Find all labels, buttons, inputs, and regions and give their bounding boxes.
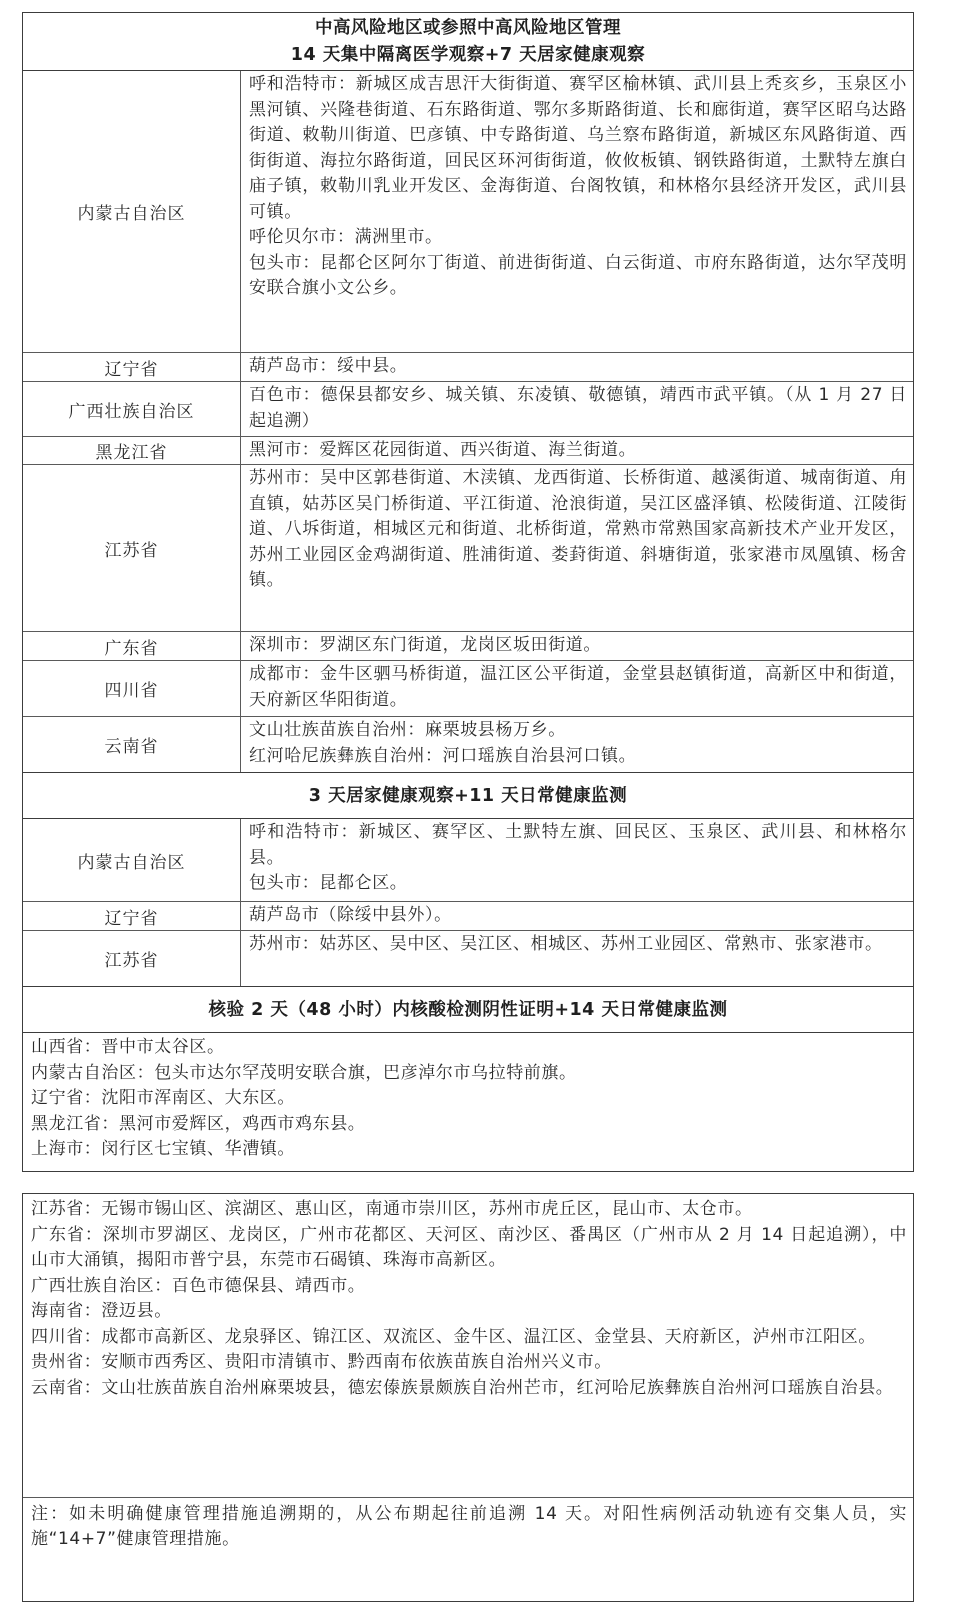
region-cell: [241, 717, 913, 772]
region-line: 深圳市：罗湖区东门街道，龙岗区坂田街道。: [249, 635, 601, 655]
footnote: 注：如未明确健康管理措施追溯期的，从公布期起往前追溯 14 天。对阳性病例活动轨迹有交集人员，实施“14+7”健康管理措施。: [31, 1504, 907, 1549]
list-item: 贵州省：安顺市西秀区、贵阳市清镇市、黔西南布依族苗族自治州兴义市。: [31, 1352, 612, 1372]
region-line: 文山壮族苗族自治州：麻栗坡县杨万乡。: [249, 720, 566, 740]
table-row: [23, 717, 913, 773]
section3-list-part1: [23, 1033, 913, 1163]
province-cell: 辽宁省: [23, 902, 241, 930]
table-row: [23, 661, 913, 717]
region-cell: [241, 661, 913, 716]
list-item: 内蒙古自治区：包头市达尔罕茂明安联合旗，巴彦淖尔市乌拉特前旗。: [31, 1062, 577, 1083]
table-page-2: [22, 1193, 914, 1602]
list-item: 云南省：文山壮族苗族自治州麻栗坡县，德宏傣族景颇族自治州芒市，红河哈尼族彝族自治州河口瑶族自治县。: [31, 1377, 894, 1398]
province-cell: 黑龙江省: [23, 437, 241, 464]
province-cell: 广东省: [23, 632, 241, 660]
list-item: 黑龙江省：黑河市爱辉区，鸡西市鸡东县。: [31, 1113, 366, 1134]
table-row: [23, 819, 913, 902]
region-cell: [241, 931, 913, 986]
table-row: [23, 71, 913, 353]
section3-list-part2: [23, 1194, 913, 1498]
region-cell: [241, 902, 913, 930]
region-line: 苏州市：姑苏区、吴中区、吴江区、相城区、苏州工业园区、常熟市、张家港市。: [249, 934, 883, 954]
table-row: [23, 902, 913, 931]
region-line: 包头市：昆都仑区。: [249, 873, 408, 893]
list-item: 广西壮族自治区：百色市德保县、靖西市。: [31, 1275, 366, 1296]
region-cell: [241, 71, 913, 352]
table-row: [23, 382, 913, 437]
section3-heading: 核验 2 天（48 小时）内核酸检测阴性证明+14 天日常健康监测: [23, 987, 913, 1033]
table-page-1: [22, 12, 914, 1172]
list-item: 广东省：深圳市罗湖区、龙岗区，广州市花都区、天河区、南沙区、番禺区（广州市从 2 月 14 日起追溯），中山市大涌镇，揭阳市普宁县，东莞市石碣镇、珠海市高新区。: [31, 1224, 907, 1270]
region-cell: [241, 819, 913, 901]
region-line: 苏州市：吴中区郭巷街道、木渎镇、龙西街道、长桥街道、越溪街道、城南街道、甪直镇，姑苏区吴门桥街道、平江街道、沧浪街道，吴江区盛泽镇、松陵街道、江陵街道、八坼街道，相城区元和街道、北桥街道，常熟市常熟国家高新技术产业开发区，苏州工业园区金鸡湖街道、胜浦街道、娄葑街道、斜塘街道，张家港市凤凰镇、杨舍镇。: [249, 468, 907, 590]
region-line: 呼和浩特市：新城区成吉思汗大街街道、赛罕区榆林镇、武川县上秃亥乡，玉泉区小黑河镇、兴隆巷街道、石东路街道、鄂尔多斯路街道、长和廊街道，赛罕区昭乌达路街道、敕勒川街道、巴彦镇、中专路街道、乌兰察布路街道，新城区东风路街道、西街街道、海拉尔路街道，回民区环河街街道，攸攸板镇、钢铁路街道，土默特左旗白庙子镇，敕勒川乳业开发区、金海街道、台阁牧镇，和林格尔县经济开发区，武川县可镇。: [249, 74, 907, 222]
table-row: [23, 465, 913, 632]
table-row: [23, 437, 913, 465]
province-cell: 江苏省: [23, 465, 241, 631]
region-cell: [241, 437, 913, 464]
province-cell: 四川省: [23, 661, 241, 716]
region-cell: [241, 632, 913, 660]
province-cell: 内蒙古自治区: [23, 819, 241, 901]
province-cell: 江苏省: [23, 931, 241, 986]
section1-title-line1: 中高风险地区或参照中高风险地区管理: [315, 18, 621, 38]
region-line: 成都市：金牛区驷马桥街道，温江区公平街道，金堂县赵镇街道，高新区中和街道，天府新区华阳街道。: [249, 664, 907, 710]
region-line: 黑河市：爱辉区花园街道、西兴街道、海兰街道。: [249, 440, 637, 460]
list-item: 辽宁省：沈阳市浑南区、大东区。: [31, 1088, 295, 1108]
region-cell: [241, 353, 913, 381]
list-item: 四川省：成都市高新区、龙泉驿区、锦江区、双流区、金牛区、温江区、金堂县、天府新区，泸州市江阳区。: [31, 1326, 876, 1347]
list-item: 江苏省：无锡市锡山区、滨湖区、惠山区，南通市崇川区，苏州市虎丘区，昆山市、太仓市。: [31, 1199, 753, 1219]
province-cell: 内蒙古自治区: [23, 71, 241, 352]
province-cell: 广西壮族自治区: [23, 382, 241, 436]
province-cell: 辽宁省: [23, 353, 241, 381]
section2-heading: 3 天居家健康观察+11 天日常健康监测: [23, 773, 913, 819]
section1-heading: [23, 13, 913, 71]
province-cell: 云南省: [23, 717, 241, 772]
region-line: 葫芦岛市（除绥中县外）。: [249, 905, 452, 925]
list-item: 山西省：晋中市太谷区。: [31, 1037, 225, 1057]
table-row: [23, 632, 913, 661]
region-line: 呼和浩特市：新城区、赛罕区、土默特左旗、回民区、玉泉区、武川县、和林格尔县。: [249, 822, 907, 868]
table-row: [23, 353, 913, 382]
region-line: 呼伦贝尔市：满洲里市。: [249, 227, 443, 247]
table-row: [23, 931, 913, 987]
region-line: 百色市：德保县都安乡、城关镇、东凌镇、敬德镇，靖西市武平镇。（从 1 月 27 日起追溯）: [249, 385, 907, 431]
list-item: 上海市：闵行区七宝镇、华漕镇。: [31, 1139, 295, 1159]
section1-title-line2: 14 天集中隔离医学观察+7 天居家健康观察: [290, 45, 646, 65]
list-item: 海南省：澄迈县。: [31, 1301, 172, 1321]
region-line: 红河哈尼族彝族自治州：河口瑶族自治县河口镇。: [249, 745, 637, 766]
region-cell: [241, 465, 913, 631]
region-line: 葫芦岛市：绥中县。: [249, 356, 408, 376]
region-cell: [241, 382, 913, 436]
region-line: 包头市：昆都仑区阿尔丁街道、前进街街道、白云街道、市府东路街道，达尔罕茂明安联合旗小文公乡。: [249, 252, 907, 298]
